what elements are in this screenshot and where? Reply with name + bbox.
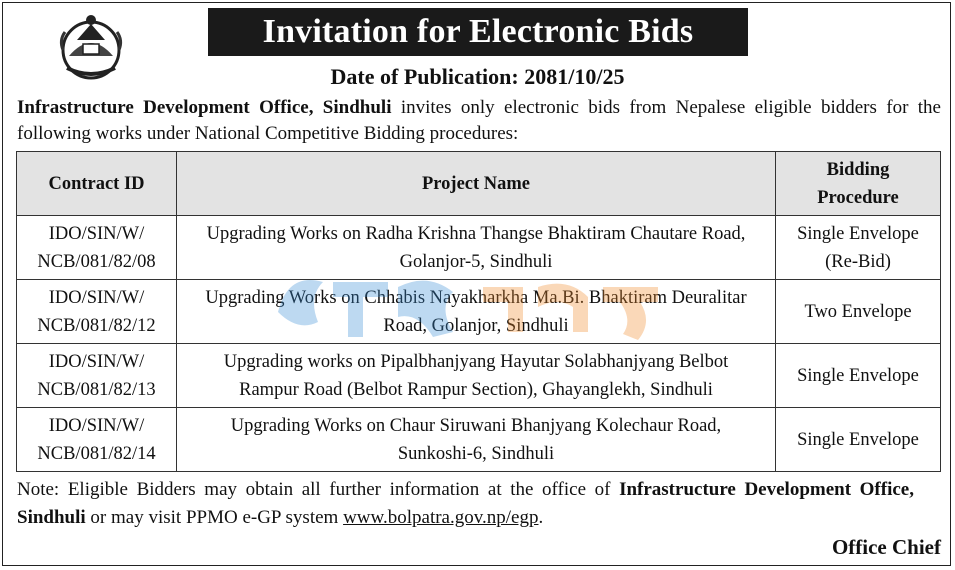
header-bidding-procedure bbox=[776, 152, 941, 216]
procedure-line1: Single Envelope bbox=[797, 365, 919, 386]
procedure-line2: (Re-Bid) bbox=[825, 251, 891, 272]
contract-id-line1: IDO/SIN/W/ bbox=[48, 223, 145, 244]
project-name-cell bbox=[177, 280, 776, 344]
header-procedure-line2: Procedure bbox=[817, 187, 899, 208]
publication-date: Date of Publication: 2081/10/25 bbox=[330, 64, 625, 89]
intro-text: invites only electronic bids from Nepalese eligible bidders for the following works under National Competitive Bidding procedures: bbox=[17, 97, 941, 144]
project-name-line1: Upgrading Works on Radha Krishna Thangse Bhaktiram Chautare Road, bbox=[206, 223, 746, 244]
procedure-line1: Two Envelope bbox=[804, 301, 912, 322]
intro-paragraph bbox=[17, 95, 941, 147]
contract-id-line2: NCB/081/82/13 bbox=[37, 379, 156, 400]
signoff-office-chief: Office Chief bbox=[831, 535, 941, 559]
note-middle: or may visit PPMO e-GP system bbox=[85, 507, 344, 528]
project-name-line2: Road, Golanjor, Sindhuli bbox=[383, 315, 569, 336]
header-contract-id: Contract ID bbox=[17, 152, 177, 216]
header-project-name: Project Name bbox=[177, 152, 776, 216]
project-name-cell bbox=[177, 216, 776, 280]
contract-id-line1: IDO/SIN/W/ bbox=[48, 415, 145, 436]
procedure-cell bbox=[776, 216, 941, 280]
project-name-line2: Sunkoshi-6, Sindhuli bbox=[397, 443, 555, 464]
project-name-cell bbox=[177, 344, 776, 408]
procedure-line1: Single Envelope bbox=[797, 223, 919, 244]
contract-id-cell bbox=[17, 216, 177, 280]
contract-id-line2: NCB/081/82/12 bbox=[37, 315, 156, 336]
contract-id-cell bbox=[17, 408, 177, 472]
contract-id-line1: IDO/SIN/W/ bbox=[48, 287, 145, 308]
egp-link[interactable]: www.bolpatra.gov.np/egp bbox=[343, 507, 539, 528]
procedure-line1: Single Envelope bbox=[797, 429, 919, 450]
note-paragraph bbox=[17, 476, 914, 532]
table-row bbox=[17, 344, 941, 408]
bids-table bbox=[16, 151, 941, 472]
contract-id-cell bbox=[17, 344, 177, 408]
page-title: Invitation for Electronic Bids bbox=[208, 8, 748, 56]
procedure-cell bbox=[776, 344, 941, 408]
project-name-line2: Golanjor-5, Sindhuli bbox=[399, 251, 553, 272]
contract-id-line2: NCB/081/82/08 bbox=[37, 251, 156, 272]
contract-id-line2: NCB/081/82/14 bbox=[37, 443, 156, 464]
project-name-line2: Rampur Road (Belbot Rampur Section), Ghayanglekh, Sindhuli bbox=[239, 379, 713, 400]
project-name-line1: Upgrading Works on Chhabis Nayakharkha Ma.Bi. Bhaktiram Deuralitar bbox=[205, 287, 747, 308]
note-prefix: Note: Eligible Bidders may obtain all further information at the office of bbox=[17, 479, 620, 500]
note-office-name: Infrastructure Development Office, Sindhuli bbox=[17, 479, 914, 528]
table-row bbox=[17, 216, 941, 280]
project-name-cell bbox=[177, 408, 776, 472]
table-row bbox=[17, 280, 941, 344]
header-procedure-line1: Bidding bbox=[826, 159, 890, 180]
note-suffix: . bbox=[538, 507, 544, 528]
table-row bbox=[17, 408, 941, 472]
intro-office-name: Infrastructure Development Office, Sindhuli bbox=[17, 97, 392, 118]
contract-id-cell bbox=[17, 280, 177, 344]
contract-id-line1: IDO/SIN/W/ bbox=[48, 351, 145, 372]
procedure-cell bbox=[776, 280, 941, 344]
project-name-line1: Upgrading Works on Chaur Siruwani Bhanjyang Kolechaur Road, bbox=[230, 415, 722, 436]
table-header-row bbox=[17, 152, 941, 216]
project-name-line1: Upgrading works on Pipalbhanjyang Hayutar Solabhanjyang Belbot bbox=[223, 351, 729, 372]
procedure-cell bbox=[776, 408, 941, 472]
